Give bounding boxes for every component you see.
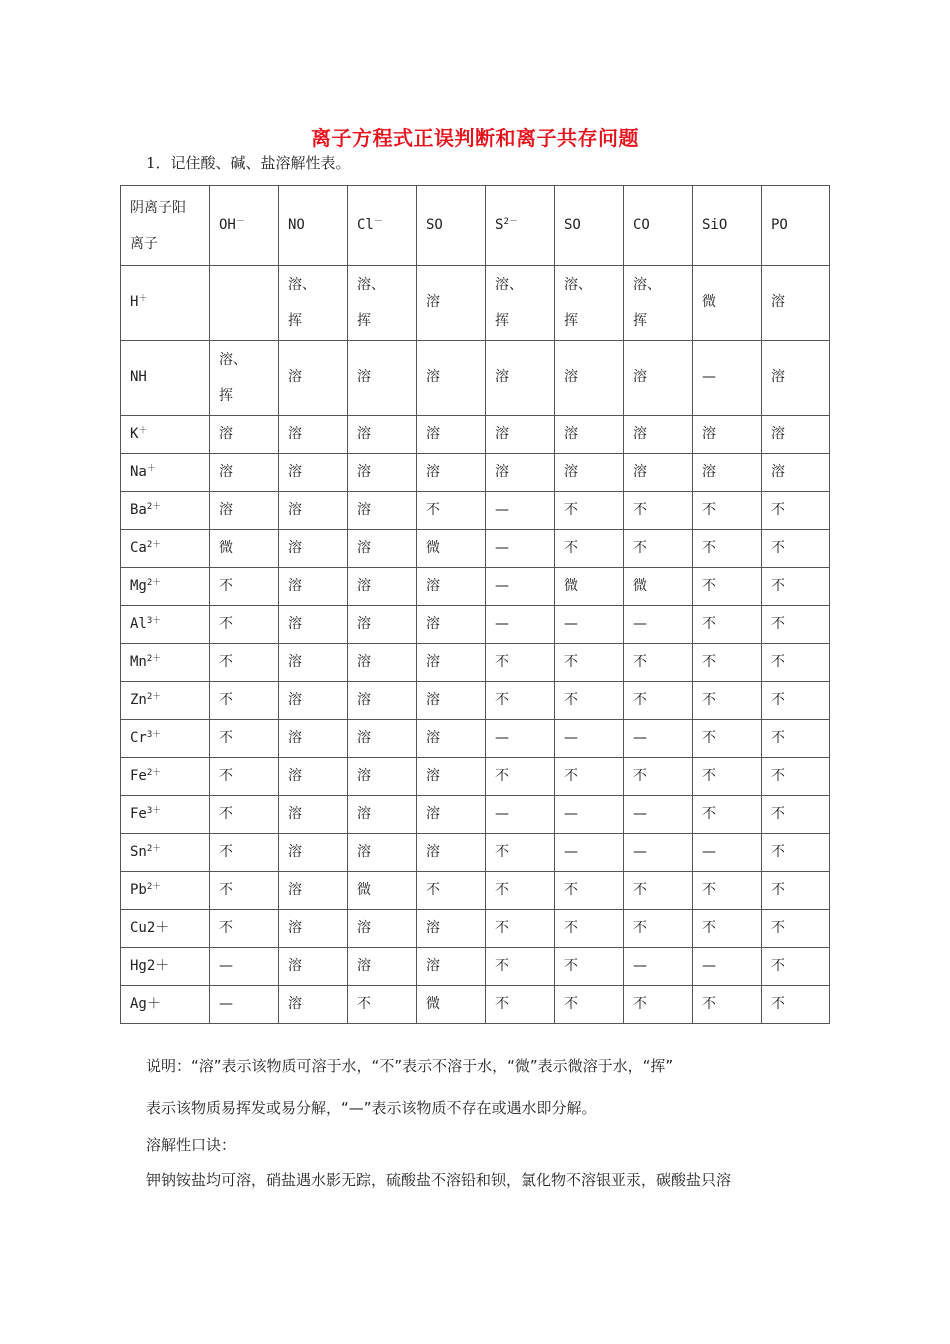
solubility-cell: 不	[693, 606, 762, 644]
solubility-cell: 溶	[279, 416, 348, 454]
solubility-cell: 不	[486, 948, 555, 986]
cation-formula: Hg2＋	[130, 957, 170, 974]
solubility-cell: 溶	[417, 682, 486, 720]
solubility-cell: 不	[624, 530, 693, 568]
solubility-cell: 微	[555, 568, 624, 606]
solubility-cell: 溶	[348, 530, 417, 568]
solubility-cell: 不	[624, 910, 693, 948]
table-row	[121, 910, 830, 948]
cation-cell	[121, 266, 210, 341]
cation-charge: 2＋	[146, 691, 162, 702]
anion-header	[693, 186, 762, 266]
cell-text-1: 溶、	[288, 277, 316, 293]
corner-cell	[121, 186, 210, 266]
solubility-cell: 溶	[348, 682, 417, 720]
cation-cell	[121, 720, 210, 758]
table-row	[121, 416, 830, 454]
solubility-cell: 溶	[693, 454, 762, 492]
solubility-cell: —	[555, 720, 624, 758]
solubility-cell: 不	[210, 606, 279, 644]
cation-formula: Cr	[130, 729, 147, 746]
cation-cell	[121, 948, 210, 986]
cation-formula: Mn	[130, 653, 147, 670]
solubility-cell: 不	[555, 682, 624, 720]
solubility-cell: 溶	[279, 910, 348, 948]
solubility-cell: 不	[210, 644, 279, 682]
solubility-cell: 不	[762, 948, 830, 986]
solubility-cell: 不	[624, 492, 693, 530]
solubility-cell: 不	[417, 492, 486, 530]
solubility-cell: 不	[624, 758, 693, 796]
cation-formula: Mg	[130, 577, 147, 594]
solubility-cell: 溶	[486, 341, 555, 416]
solubility-cell: 溶	[348, 758, 417, 796]
table-row	[121, 341, 830, 416]
cation-formula: H	[130, 294, 139, 311]
solubility-cell: 不	[555, 948, 624, 986]
cation-charge: 3＋	[146, 805, 162, 816]
solubility-cell: 不	[624, 644, 693, 682]
solubility-cell: 不	[555, 910, 624, 948]
cation-cell	[121, 416, 210, 454]
solubility-cell: 溶	[417, 454, 486, 492]
cation-cell	[121, 454, 210, 492]
solubility-cell: 溶	[762, 266, 830, 341]
solubility-cell: 溶	[555, 416, 624, 454]
solubility-cell	[348, 266, 417, 341]
cation-cell	[121, 530, 210, 568]
solubility-cell: —	[486, 796, 555, 834]
cation-charge: 3＋	[146, 729, 162, 740]
solubility-cell: 溶	[348, 834, 417, 872]
solubility-cell: 溶	[348, 492, 417, 530]
cation-cell	[121, 796, 210, 834]
table-row	[121, 720, 830, 758]
solubility-cell: 溶	[762, 454, 830, 492]
anion-formula: SO	[426, 216, 443, 233]
cation-charge: 2＋	[146, 767, 162, 778]
solubility-cell	[279, 266, 348, 341]
mnemonic-text: 钾钠铵盐均可溶，硝盐遇水影无踪，硫酸盐不溶铅和钡，氯化物不溶银亚汞，碳酸盐只溶	[146, 1171, 732, 1189]
solubility-cell: —	[486, 720, 555, 758]
solubility-cell: —	[693, 948, 762, 986]
solubility-cell: —	[555, 834, 624, 872]
solubility-cell: 溶	[348, 948, 417, 986]
cation-charge: 2＋	[146, 653, 162, 664]
solubility-cell: 不	[555, 530, 624, 568]
table-row	[121, 492, 830, 530]
solubility-cell: 微	[210, 530, 279, 568]
solubility-cell: —	[624, 796, 693, 834]
anion-header	[348, 186, 417, 266]
solubility-cell: 不	[624, 872, 693, 910]
anion-header	[279, 186, 348, 266]
cell-text-1: 溶、	[495, 277, 523, 293]
solubility-cell: 溶	[348, 910, 417, 948]
table-row	[121, 872, 830, 910]
solubility-cell: 溶	[555, 454, 624, 492]
solubility-cell: 不	[693, 910, 762, 948]
solubility-cell: 不	[486, 758, 555, 796]
cation-cell	[121, 606, 210, 644]
solubility-cell: 微	[693, 266, 762, 341]
solubility-cell: 溶	[279, 834, 348, 872]
table-row	[121, 454, 830, 492]
solubility-cell: 溶	[348, 796, 417, 834]
anion-formula: PO	[771, 216, 788, 233]
anion-formula: Cl	[357, 216, 374, 233]
solubility-cell: 不	[693, 872, 762, 910]
solubility-cell: 不	[486, 872, 555, 910]
cell-text-2: 挥	[633, 313, 647, 329]
solubility-cell: —	[210, 986, 279, 1024]
solubility-cell: 溶	[348, 416, 417, 454]
cation-formula: Cu2＋	[130, 919, 170, 936]
solubility-cell: 溶	[417, 568, 486, 606]
solubility-cell: 不	[762, 796, 830, 834]
cation-cell	[121, 568, 210, 606]
solubility-cell: 溶	[624, 416, 693, 454]
solubility-cell: 溶	[417, 266, 486, 341]
solubility-cell: 不	[210, 796, 279, 834]
cation-cell	[121, 986, 210, 1024]
note-line-1: 说明：“溶”表示该物质可溶于水，“不”表示不溶于水，“微”表示微溶于水，“挥”	[146, 1057, 674, 1075]
solubility-cell: 溶	[348, 606, 417, 644]
table-row	[121, 644, 830, 682]
solubility-cell: —	[624, 606, 693, 644]
cell-text-1: 溶、	[357, 277, 385, 293]
cation-cell	[121, 910, 210, 948]
cation-charge: ＋	[138, 425, 148, 436]
solubility-cell: 溶	[279, 568, 348, 606]
cation-cell	[121, 758, 210, 796]
solubility-cell: 溶	[279, 492, 348, 530]
solubility-cell: 溶	[486, 416, 555, 454]
solubility-cell: —	[486, 530, 555, 568]
solubility-cell: 不	[762, 606, 830, 644]
solubility-cell: 微	[348, 872, 417, 910]
solubility-cell: 不	[486, 986, 555, 1024]
cation-formula: Ba	[130, 501, 147, 518]
solubility-cell: 溶	[762, 341, 830, 416]
anion-formula: CO	[633, 216, 650, 233]
cation-cell	[121, 644, 210, 682]
solubility-cell: 不	[762, 872, 830, 910]
anion-formula: SiO	[702, 216, 728, 233]
solubility-cell: 不	[693, 720, 762, 758]
solubility-cell: 微	[417, 530, 486, 568]
solubility-cell: 不	[762, 644, 830, 682]
cation-charge: 2＋	[146, 501, 162, 512]
solubility-cell: —	[693, 341, 762, 416]
solubility-cell: 不	[762, 492, 830, 530]
solubility-cell: 不	[486, 910, 555, 948]
solubility-cell: 不	[693, 986, 762, 1024]
intro-text: 1．记住酸、碱、盐溶解性表。	[146, 154, 351, 172]
solubility-cell: 溶	[348, 341, 417, 416]
solubility-cell: —	[624, 834, 693, 872]
solubility-cell: 不	[693, 492, 762, 530]
solubility-cell: 溶	[417, 910, 486, 948]
solubility-cell: 溶	[417, 720, 486, 758]
solubility-cell: 不	[693, 644, 762, 682]
corner-label-1: 阴离子阳	[130, 199, 186, 216]
cell-text-1: 溶、	[564, 277, 592, 293]
solubility-cell: 微	[417, 986, 486, 1024]
solubility-cell: 溶	[210, 416, 279, 454]
table-row	[121, 948, 830, 986]
solubility-cell: 溶	[279, 758, 348, 796]
solubility-cell: 不	[762, 682, 830, 720]
table-row	[121, 530, 830, 568]
solubility-cell: 溶	[417, 796, 486, 834]
table-row	[121, 682, 830, 720]
cation-formula: Fe	[130, 767, 147, 784]
cell-text-2: 挥	[288, 313, 302, 329]
solubility-cell: 不	[417, 872, 486, 910]
solubility-cell: 溶	[417, 416, 486, 454]
table-row	[121, 796, 830, 834]
solubility-cell: 不	[210, 720, 279, 758]
solubility-cell: —	[486, 568, 555, 606]
solubility-cell: 不	[486, 682, 555, 720]
solubility-cell	[486, 266, 555, 341]
cation-charge: 2＋	[146, 577, 162, 588]
solubility-cell: 溶	[279, 720, 348, 758]
solubility-cell: 溶	[417, 341, 486, 416]
solubility-cell: 不	[555, 492, 624, 530]
solubility-cell: 溶	[279, 606, 348, 644]
cation-formula: Ca	[130, 539, 147, 556]
anion-charge: －	[235, 216, 245, 227]
table-row	[121, 606, 830, 644]
cell-text-2: 挥	[495, 313, 509, 329]
solubility-cell: 溶	[555, 341, 624, 416]
solubility-cell: 溶	[279, 948, 348, 986]
cation-charge: 3＋	[146, 615, 162, 626]
solubility-cell: —	[555, 606, 624, 644]
solubility-cell: —	[624, 948, 693, 986]
solubility-cell: 不	[555, 758, 624, 796]
cation-formula: NH	[130, 369, 147, 386]
solubility-cell: 不	[762, 834, 830, 872]
cation-formula: Na	[130, 463, 147, 480]
solubility-cell: 不	[624, 986, 693, 1024]
solubility-cell: —	[624, 720, 693, 758]
header-row	[121, 186, 830, 266]
anion-formula: NO	[288, 216, 305, 233]
anion-header	[486, 186, 555, 266]
solubility-cell: 不	[210, 568, 279, 606]
solubility-cell: 不	[210, 834, 279, 872]
solubility-cell: 不	[762, 986, 830, 1024]
solubility-cell: 不	[486, 644, 555, 682]
solubility-cell: 不	[624, 682, 693, 720]
cation-formula: Pb	[130, 881, 147, 898]
solubility-cell: 不	[693, 530, 762, 568]
cation-formula: K	[130, 425, 139, 442]
solubility-cell: —	[210, 948, 279, 986]
cell-text-1: 溶、	[633, 277, 661, 293]
corner-label-2: 离子	[130, 235, 158, 252]
cell-text-1: 溶、	[219, 352, 247, 368]
solubility-cell: 溶	[417, 644, 486, 682]
solubility-cell: 不	[555, 986, 624, 1024]
solubility-cell: 不	[210, 682, 279, 720]
solubility-cell: 溶	[417, 948, 486, 986]
solubility-cell: 不	[693, 796, 762, 834]
cation-charge: 2＋	[146, 539, 162, 550]
solubility-cell: —	[486, 492, 555, 530]
cation-formula: Ag＋	[130, 995, 161, 1012]
cell-text-2: 挥	[219, 388, 233, 404]
solubility-cell: 溶	[279, 341, 348, 416]
solubility-cell: 溶	[348, 568, 417, 606]
solubility-cell	[210, 266, 279, 341]
anion-header	[555, 186, 624, 266]
cation-charge: ＋	[146, 463, 156, 474]
solubility-cell: 不	[486, 834, 555, 872]
cation-cell	[121, 492, 210, 530]
cation-cell	[121, 341, 210, 416]
solubility-cell: 溶	[348, 720, 417, 758]
solubility-cell: 溶	[417, 834, 486, 872]
cation-formula: Al	[130, 615, 147, 632]
solubility-cell: —	[486, 606, 555, 644]
cation-cell	[121, 682, 210, 720]
solubility-cell: 不	[693, 758, 762, 796]
anion-formula: SO	[564, 216, 581, 233]
cation-cell	[121, 834, 210, 872]
cation-charge: ＋	[138, 294, 148, 305]
table-row	[121, 568, 830, 606]
solubility-cell: 溶	[279, 986, 348, 1024]
solubility-cell: 溶	[210, 492, 279, 530]
anion-header	[210, 186, 279, 266]
anion-header	[762, 186, 830, 266]
solubility-cell: 溶	[279, 530, 348, 568]
solubility-cell: 不	[693, 682, 762, 720]
cation-cell	[121, 872, 210, 910]
cation-charge: 2＋	[146, 881, 162, 892]
cell-text-2: 挥	[357, 313, 371, 329]
cell-text-2: 挥	[564, 313, 578, 329]
solubility-cell: 不	[210, 758, 279, 796]
cation-formula: Sn	[130, 843, 147, 860]
solubility-cell	[555, 266, 624, 341]
solubility-cell: —	[693, 834, 762, 872]
solubility-cell: 溶	[279, 796, 348, 834]
mnemonic-heading: 溶解性口诀：	[146, 1136, 237, 1154]
solubility-cell: 溶	[693, 416, 762, 454]
solubility-cell: 溶	[486, 454, 555, 492]
solubility-cell: 溶	[279, 644, 348, 682]
anion-formula: S	[495, 216, 504, 233]
solubility-cell: 溶	[762, 416, 830, 454]
solubility-cell: 不	[348, 986, 417, 1024]
cation-charge: 2＋	[146, 843, 162, 854]
solubility-cell: 不	[210, 910, 279, 948]
anion-charge: －	[373, 216, 383, 227]
solubility-cell: 溶	[417, 758, 486, 796]
solubility-cell: 微	[624, 568, 693, 606]
solubility-cell: 不	[762, 530, 830, 568]
cation-formula: Zn	[130, 691, 147, 708]
page-title: 离子方程式正误判断和离子共存问题	[311, 126, 639, 150]
anion-header	[417, 186, 486, 266]
solubility-cell: 溶	[624, 454, 693, 492]
cation-formula: Fe	[130, 805, 147, 822]
solubility-cell: 不	[555, 872, 624, 910]
table-row	[121, 834, 830, 872]
solubility-cell: 不	[555, 644, 624, 682]
note-line-2: 表示该物质易挥发或易分解，“—”表示该物质不存在或遇水即分解。	[146, 1099, 597, 1117]
solubility-cell: 不	[210, 872, 279, 910]
table-row	[121, 986, 830, 1024]
solubility-cell: 溶	[210, 454, 279, 492]
solubility-cell: —	[555, 796, 624, 834]
anion-formula: OH	[219, 216, 236, 233]
solubility-cell: 溶	[279, 682, 348, 720]
solubility-cell: 不	[762, 720, 830, 758]
solubility-cell: 不	[762, 568, 830, 606]
solubility-cell	[624, 266, 693, 341]
solubility-cell	[210, 341, 279, 416]
solubility-cell: 溶	[417, 606, 486, 644]
table-row	[121, 758, 830, 796]
solubility-cell: 不	[762, 910, 830, 948]
solubility-cell: 溶	[348, 454, 417, 492]
solubility-cell: 溶	[279, 454, 348, 492]
solubility-cell: 不	[693, 568, 762, 606]
solubility-cell: 溶	[348, 644, 417, 682]
solubility-cell: 溶	[279, 872, 348, 910]
solubility-cell: 溶	[624, 341, 693, 416]
solubility-table	[120, 185, 830, 1024]
solubility-cell: 不	[762, 758, 830, 796]
anion-header	[624, 186, 693, 266]
anion-charge: 2－	[503, 216, 518, 227]
table-row	[121, 266, 830, 341]
